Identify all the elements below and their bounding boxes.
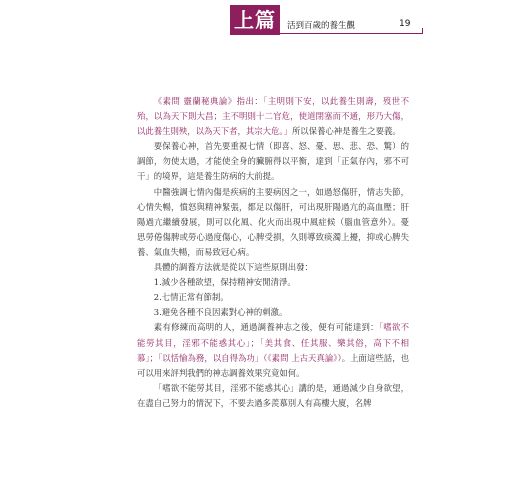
- section-tab-title: 上篇: [234, 8, 276, 32]
- header-rule-end: [418, 28, 423, 34]
- body-text: [137, 94, 409, 411]
- chapter-title: 活到百歲的養生觀: [287, 21, 356, 31]
- page-header: [0, 0, 520, 42]
- section-tab: [230, 5, 280, 35]
- paragraph: [137, 320, 409, 380]
- list-item: 3.避免各種不良因素對心神的刺激。: [153, 307, 288, 318]
- header-rule: [230, 33, 422, 34]
- paragraph: 中醫強調七情內傷是疾病的主要病因之一，如過怒傷肝，情志失節，心情失暢，憤怒與精神緊張，都足以傷肝，可出現肝陽過亢的高血壓；肝陽過亢繼續發展，則可以化風、化火而出現中風症候（腦血管意外）。憂思勞倦傷脾或勞心過度傷心，心脾受損，久則導致痰濁上擾，抑或心脾失養、氣血失暢，而易致冠心病。: [137, 186, 409, 257]
- paragraph: [137, 94, 409, 139]
- classic-quote: 「嗜欲不能勞其目，淫邪不能惑其心」；「美其食、任其服、樂其俗，高下不相慕」；「以恬愉為務，以自得為功」（《素問 上古天真論》）: [137, 322, 409, 363]
- paragraph: 要保養心神，首先要重視七情（即喜、怒、憂、思、悲、恐、驚）的調節，勿使太過，才能使全身的臟腑得以平衡，達到「正氣存內，邪不可干」的境界，這是養生防病的大前提。: [137, 141, 409, 182]
- paragraph: 「嗜欲不能勞其目，淫邪不能惑其心」講的是，通過減少自身欲望，在盡自己努力的情況下，不要去過多羨慕別人有高樓大廈，名牌: [137, 382, 409, 408]
- list-item: 1.減少各種欲望，保持精神安閒清淨。: [153, 277, 296, 288]
- page-number: 19: [399, 19, 411, 29]
- paragraph-text: 。上面這些話，也可以用來評判我們的神志調養效果究竟如何。: [137, 352, 409, 378]
- list-item: 2.七情正常有節制。: [153, 292, 229, 303]
- paragraph-text: 所以保養心神是養生之要義。: [291, 126, 401, 137]
- paragraph-text: 素有修練而高明的人，通過調養神志之後，便有可能達到：: [153, 322, 379, 333]
- paragraph: 具體的調養方法就是從以下這些原則出發：: [153, 262, 313, 273]
- classic-quote: 《素問 靈蘭秘典論》指出：「主明則下安，以此養生則壽，歿世不殆，以為天下則大昌；主不明則十二官危，使道閉塞而不通，形乃大傷，以此養生則殃，以為天下者，其宗大危。」: [137, 96, 409, 137]
